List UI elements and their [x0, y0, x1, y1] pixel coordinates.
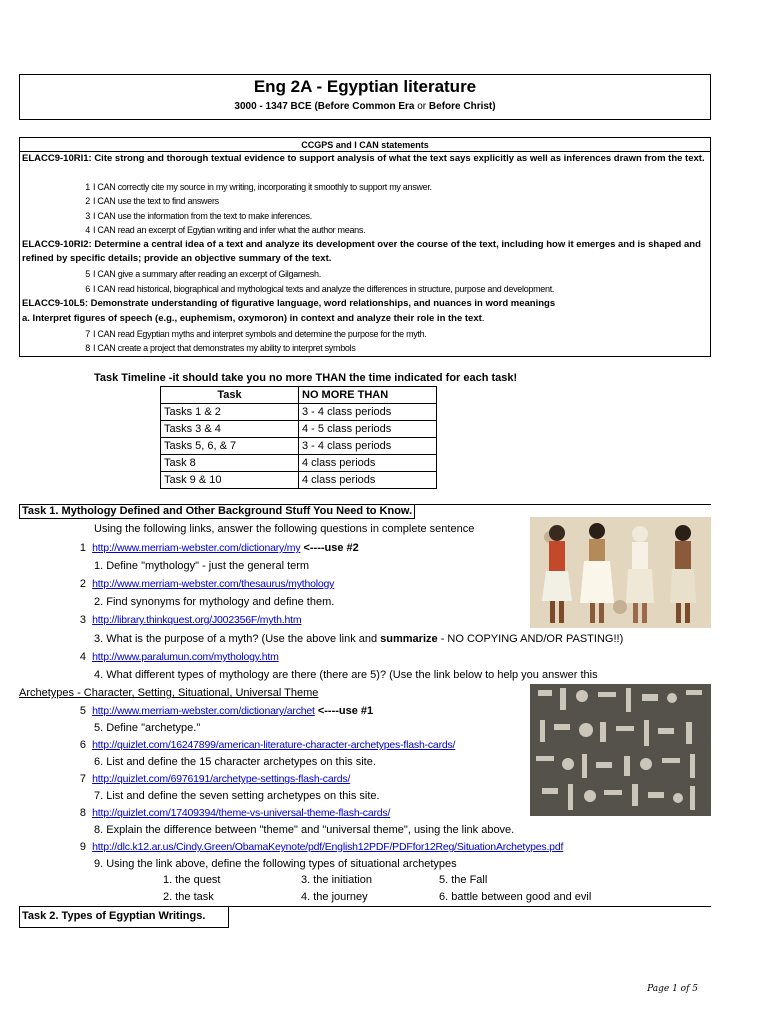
ican-item [82, 328, 427, 341]
table-header-row [161, 387, 437, 404]
ican-item [82, 268, 321, 281]
standard-l5a-text: a. Interpret figures of speech (e.g., euphemism, oxymoron) in context and analyze their role in the text [22, 313, 482, 324]
question-3-bold: summarize [380, 633, 438, 645]
link-row-9 [76, 841, 563, 853]
ccgps-box [19, 137, 711, 357]
question-1: 1. Define "mythology" - just the general term [94, 560, 310, 572]
ican-number: 5 [85, 269, 90, 279]
question-3-text: 3. What is the purpose of a myth? (Use the above link and [94, 633, 381, 645]
column-header-task: Task [161, 387, 299, 404]
thinkquest-link[interactable]: http://library.thinkquest.org/J002356F/myth.htm [92, 614, 302, 626]
ican-number: 2 [85, 196, 90, 206]
hieroglyphs-image [530, 684, 711, 816]
standard-ri2: ELACC9-10RI2: Determine a central idea of a text and analyze its development over the course of the text, including how it emerges and is shaped and refined by specific details; provide an objective summary of the text. [22, 239, 701, 264]
archetype-dictionary-link[interactable]: http://www.merriam-webster.com/dictionary/archet [92, 705, 315, 717]
ican-number: 7 [85, 329, 90, 339]
quizlet-setting-archetypes-link[interactable]: http://quizlet.com/6976191/archetype-settings-flash-cards/ [92, 773, 351, 785]
question-3 [94, 633, 623, 645]
archetypes-heading: Archetypes - Character, Setting, Situational, Universal Theme [19, 687, 319, 699]
standard-l5a [22, 312, 706, 326]
ican-item [82, 283, 554, 296]
ican-number: 8 [85, 343, 90, 353]
question-6: 6. List and define the 15 character archetypes on this site. [94, 756, 376, 768]
question-8: 8. Explain the difference between "theme" and "universal theme", using the link above. [94, 824, 515, 836]
situational-archetype: 2. the task [163, 891, 214, 903]
standard-l5a-end: . [481, 313, 485, 324]
link-row-3 [76, 614, 301, 626]
quizlet-theme-link[interactable]: http://quizlet.com/17409394/theme-vs-universal-theme-flash-cards/ [92, 807, 391, 819]
table-cell: Task 9 & 10 [161, 472, 299, 489]
situational-archetype: 4. the journey [301, 891, 368, 903]
situational-archetype: 1. the quest [163, 874, 221, 886]
link-note: <----use #1 [314, 705, 374, 717]
column-header-limit: NO MORE THAN [299, 387, 437, 404]
document-title: Eng 2A - Egyptian literature [253, 77, 477, 96]
document-subtitle [20, 101, 710, 112]
title-box [19, 74, 711, 120]
link-row-4 [76, 651, 279, 663]
question-4: 4. What different types of mythology are there (there are 5)? (Use the link below to help you answer this [94, 669, 598, 681]
item-number: 7 [79, 773, 86, 785]
ican-text: I CAN give a summary after reading an excerpt of Gilgamesh. [93, 269, 321, 279]
ican-text: I CAN correctly cite my source in my writing, incorporating it smoothly to support my answer. [93, 182, 432, 192]
subtitle-part-2: Before Christ) [428, 101, 496, 112]
item-number: 5 [79, 705, 86, 717]
page-number: Page 1 of 5 [647, 984, 698, 994]
table-cell: Tasks 5, 6, & 7 [161, 438, 299, 455]
item-number: 6 [79, 739, 86, 751]
ican-item [82, 195, 219, 208]
table-cell: Task 8 [161, 455, 299, 472]
table-row [161, 455, 437, 472]
table-cell: 3 - 4 class periods [299, 438, 437, 455]
timeline-table [160, 386, 437, 489]
ican-number: 3 [85, 211, 90, 221]
table-cell: 4 - 5 class periods [299, 421, 437, 438]
ican-item [82, 342, 356, 355]
question-9: 9. Using the link above, define the following types of situational archetypes [94, 858, 457, 870]
item-number: 8 [79, 807, 86, 819]
table-row [161, 472, 437, 489]
ican-text: I CAN read an excerpt of Egytian writing and infer what the author means. [93, 225, 366, 235]
standard-ri1: ELACC9-10RI1: Cite strong and thorough textual evidence to support analysis of what the text says explicitly as well as inferences drawn from the text. [22, 153, 705, 164]
merriam-webster-thesaurus-link[interactable]: http://www.merriam-webster.com/thesaurus/mythology [92, 578, 335, 590]
item-number: 9 [79, 841, 86, 853]
task1-heading [19, 505, 415, 517]
table-row [161, 438, 437, 455]
table-cell: 4 class periods [299, 472, 437, 489]
table-cell: 3 - 4 class periods [299, 404, 437, 421]
ican-number: 4 [85, 225, 90, 235]
link-row-2 [76, 578, 334, 590]
link-note: <----use #2 [300, 542, 359, 554]
ican-text: I CAN read Egyptian myths and interpret symbols and determine the purpose for the myth. [93, 329, 427, 339]
question-7: 7. List and define the seven setting archetypes on this site. [94, 790, 380, 802]
merriam-webster-dictionary-link[interactable]: http://www.merriam-webster.com/dictionary/my [92, 542, 301, 554]
question-3-end: - NO COPYING AND/OR PASTING!!) [437, 633, 624, 645]
standard-l5: ELACC9-10L5: Demonstrate understanding of figurative language, word relationships, and nuances in word meanings [22, 298, 556, 309]
ican-text: I CAN read historical, biographical and mythological texts and analyze the differences in structure, purpose and development. [93, 284, 555, 294]
item-number: 1 [79, 542, 86, 554]
item-number: 4 [79, 651, 86, 663]
situational-archetype: 6. battle between good and evil [439, 891, 592, 903]
task2-heading: Task 2. Types of Egyptian Writings. [19, 906, 229, 928]
table-row [161, 404, 437, 421]
link-row-5 [76, 705, 528, 717]
link-row-1 [76, 542, 528, 554]
ican-text: I CAN use the text to find answers [93, 196, 219, 206]
link-row-8 [76, 807, 390, 819]
situational-archetype: 3. the initiation [301, 874, 372, 886]
ican-item [82, 181, 432, 194]
table-cell: Tasks 1 & 2 [161, 404, 299, 421]
egyptian-figures-graphic [530, 517, 711, 628]
task1-intro: Using the following links, answer the following questions in complete sentence [94, 523, 475, 535]
link-row-7 [76, 773, 350, 785]
hieroglyphs-graphic [530, 684, 711, 816]
subtitle-part-1: 3000 - 1347 BCE (Before Common Era [234, 101, 415, 112]
table-row [161, 421, 437, 438]
question-2: 2. Find synonyms for mythology and define them. [94, 596, 335, 608]
table-cell: 4 class periods [299, 455, 437, 472]
item-number: 2 [79, 578, 86, 590]
ccgps-heading: CCGPS and I CAN statements [301, 140, 429, 150]
table-cell: Tasks 3 & 4 [161, 421, 299, 438]
link-row-6 [76, 739, 455, 751]
ican-item [82, 224, 365, 237]
ican-item [82, 210, 312, 223]
ican-number: 1 [85, 182, 90, 192]
task1-heading-text: Task 1. Mythology Defined and Other Background Stuff You Need to Know. [19, 504, 415, 519]
question-5: 5. Define "archetype." [94, 722, 201, 734]
situation-archetypes-pdf-link[interactable]: http://dlc.k12.ar.us/Cindy.Green/ObamaKeynote/pdf/English12PDF/PDFfor12Reg/SituationArchetypes.pdf [92, 841, 564, 853]
situational-archetype: 5. the Fall [439, 874, 488, 886]
ican-text: I CAN create a project that demonstrates my ability to interpret symbols [93, 343, 356, 353]
ican-text: I CAN use the information from the text to make inferences. [93, 211, 312, 221]
timeline-title: Task Timeline -it should take you no more THAN the time indicated for each task! [94, 372, 518, 384]
subtitle-or: or [414, 101, 429, 112]
ican-number: 6 [85, 284, 90, 294]
egyptian-figures-image [530, 517, 711, 628]
quizlet-character-archetypes-link[interactable]: http://quizlet.com/16247899/american-literature-character-archetypes-flash-cards/ [92, 739, 456, 751]
paralumun-link[interactable]: http://www.paralumun.com/mythology.htm [92, 651, 279, 663]
item-number: 3 [79, 614, 86, 626]
